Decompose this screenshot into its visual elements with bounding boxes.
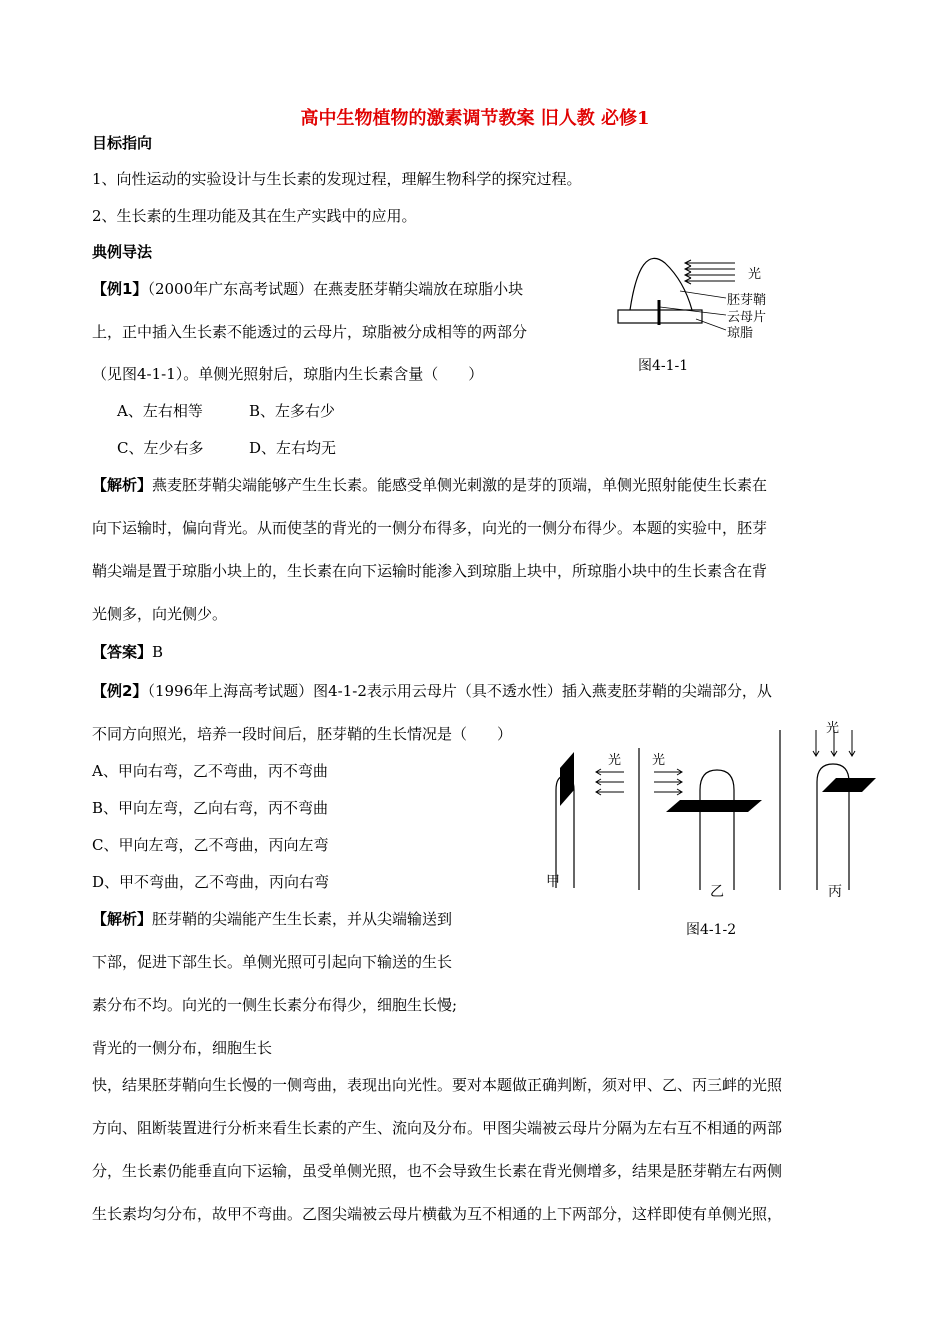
mica-sheet-jia xyxy=(560,752,574,806)
goal-item-2: 2、生长素的生理功能及其在生产实践中的应用。 xyxy=(92,207,417,225)
example1-answer xyxy=(92,641,163,662)
figure1-label-light: 光 xyxy=(748,267,762,282)
figure2-light-3: 光 xyxy=(826,721,840,736)
figure2-light-2: 光 xyxy=(652,753,666,768)
example1-answer-value: B xyxy=(152,643,164,661)
example1-analysis-text1: 燕麦胚芽鞘尖端能够产生生长素。能感受单侧光刺激的是芽的顶端，单侧光照射能使生长素在 xyxy=(152,476,768,494)
example2-option-d: D、甲不弯曲，乙不弯曲，丙向右弯 xyxy=(92,873,330,891)
example2-analysis-line8: 生长素均匀分布，故甲不弯曲。乙图尖端被云母片横截为互不相通的上下两部分，这样即使有单侧光照， xyxy=(92,1205,783,1223)
goal-item-1: 1、向性运动的实验设计与生长素的发现过程，理解生物科学的探究过程。 xyxy=(92,170,582,188)
section-heading-examples: 典例导法 xyxy=(92,243,153,261)
example2-analysis-line3: 素分布不均。向光的一侧生长素分布得少，细胞生长慢; xyxy=(92,996,458,1014)
example2-analysis-line5: 快，结果胚芽鞘向生长慢的一侧弯曲，表现出向光性。要对本题做正确判断，须对甲、乙、丙三衅的光照 xyxy=(92,1076,783,1094)
figure1-label-mica: 云母片 xyxy=(727,310,767,325)
figure2-caption: 图4-1-2 xyxy=(686,922,737,938)
example1-analysis-tag: 【解析】 xyxy=(92,476,153,494)
light-arrows xyxy=(685,260,735,284)
panel-jia xyxy=(546,752,624,890)
page-title: 高中生物植物的激素调节教案 旧人教 必修1 xyxy=(300,108,650,129)
mica-sheet-bing xyxy=(822,778,876,792)
example2-analysis-line7: 分，生长素仍能垂直向下运输，虽受单侧光照，也不会导致生长素在背光侧增多，结果是胚芽鞘左右两侧 xyxy=(92,1162,783,1180)
example1-analysis-line3: 鞘尖端是置于琼脂小块上的，生长素在向下运输时能渗入到琼脂上块中，所琼脂小块中的生长素含在背 xyxy=(92,562,768,580)
example2-analysis-line1 xyxy=(92,908,452,929)
light-arrows-yi xyxy=(654,769,682,795)
panel-bing xyxy=(813,720,876,900)
example2-option-a: A、甲向右弯，乙不弯曲，丙不弯曲 xyxy=(92,762,328,780)
figure2-label-yi: 乙 xyxy=(710,884,724,900)
example1-answer-tag: 【答案】 xyxy=(92,643,153,661)
example2-analysis-line6: 方向、阻断装置进行分析来看生长素的产生、流向及分布。甲图尖端被云母片分隔为左右互不相通的两部 xyxy=(92,1119,783,1137)
figure1-label-agar: 琼脂 xyxy=(727,326,754,341)
figure2-label-bing: 丙 xyxy=(828,884,842,900)
light-arrows-jia xyxy=(596,769,624,795)
figure1-label-sheath: 胚芽鞘 xyxy=(727,293,767,308)
example2-text1: （1996年上海高考试题）图4-1-2表示用云母片（具不透水性）插入燕麦胚芽鞘的尖端部分，从 xyxy=(147,682,772,700)
example2-analysis-tag: 【解析】 xyxy=(92,910,153,928)
example1-option-b: B、左多右少 xyxy=(249,402,336,420)
example1-option-d: D、左右均无 xyxy=(249,439,337,457)
example1-analysis-line1 xyxy=(92,474,767,495)
example1-option-a: A、左右相等 xyxy=(117,402,203,420)
example1-analysis-line2: 向下运输时，偏向背光。从而使茎的背光的一侧分布得多，向光的一侧分布得少。本题的实验中，胚芽 xyxy=(92,519,768,537)
figure-4-1-2 xyxy=(540,720,890,945)
figure1-caption: 图4-1-1 xyxy=(638,358,689,374)
mica-sheet-yi xyxy=(666,800,762,812)
example1-line3: （见图4-1-1）。单侧光照射后，琼脂内生长素含量（ ） xyxy=(92,365,484,383)
example1-tag: 【例1】 xyxy=(92,280,148,298)
example2-line2: 不同方向照光，培养一段时间后，胚芽鞘的生长情况是（ ） xyxy=(92,725,513,743)
coleoptile-yi xyxy=(700,770,734,890)
coleoptile-tip xyxy=(630,258,692,310)
figure2-label-jia: 甲 xyxy=(546,874,560,890)
example1-text1: （2000年广东高考试题）在燕麦胚芽鞘尖端放在琼脂小块 xyxy=(147,280,524,298)
section-heading-goals: 目标指向 xyxy=(92,134,153,152)
example2-option-b: B、甲向左弯，乙向右弯，丙不弯曲 xyxy=(92,799,329,817)
example2-option-c: C、甲向左弯，乙不弯曲，丙向左弯 xyxy=(92,836,329,854)
example1-line1 xyxy=(92,278,523,299)
example1-analysis-line4: 光侧多，向光侧少。 xyxy=(92,605,228,623)
figure2-light-1: 光 xyxy=(608,753,622,768)
example1-line2: 上，正中插入生长素不能透过的云母片，琼脂被分成相等的两部分 xyxy=(92,323,528,341)
example2-analysis-line4: 背光的一侧分布，细胞生长 xyxy=(92,1039,273,1057)
example2-tag: 【例2】 xyxy=(92,682,148,700)
figure-4-1-1 xyxy=(600,255,800,385)
example2-analysis-line2: 下部，促进下部生长。单侧光照可引起向下输送的生长 xyxy=(92,953,453,971)
example1-option-c: C、左少右多 xyxy=(117,439,204,457)
example2-line1 xyxy=(92,680,772,701)
panel-yi xyxy=(652,752,762,900)
example2-analysis-text1: 胚芽鞘的尖端能产生生长素，并从尖端输送到 xyxy=(152,910,453,928)
